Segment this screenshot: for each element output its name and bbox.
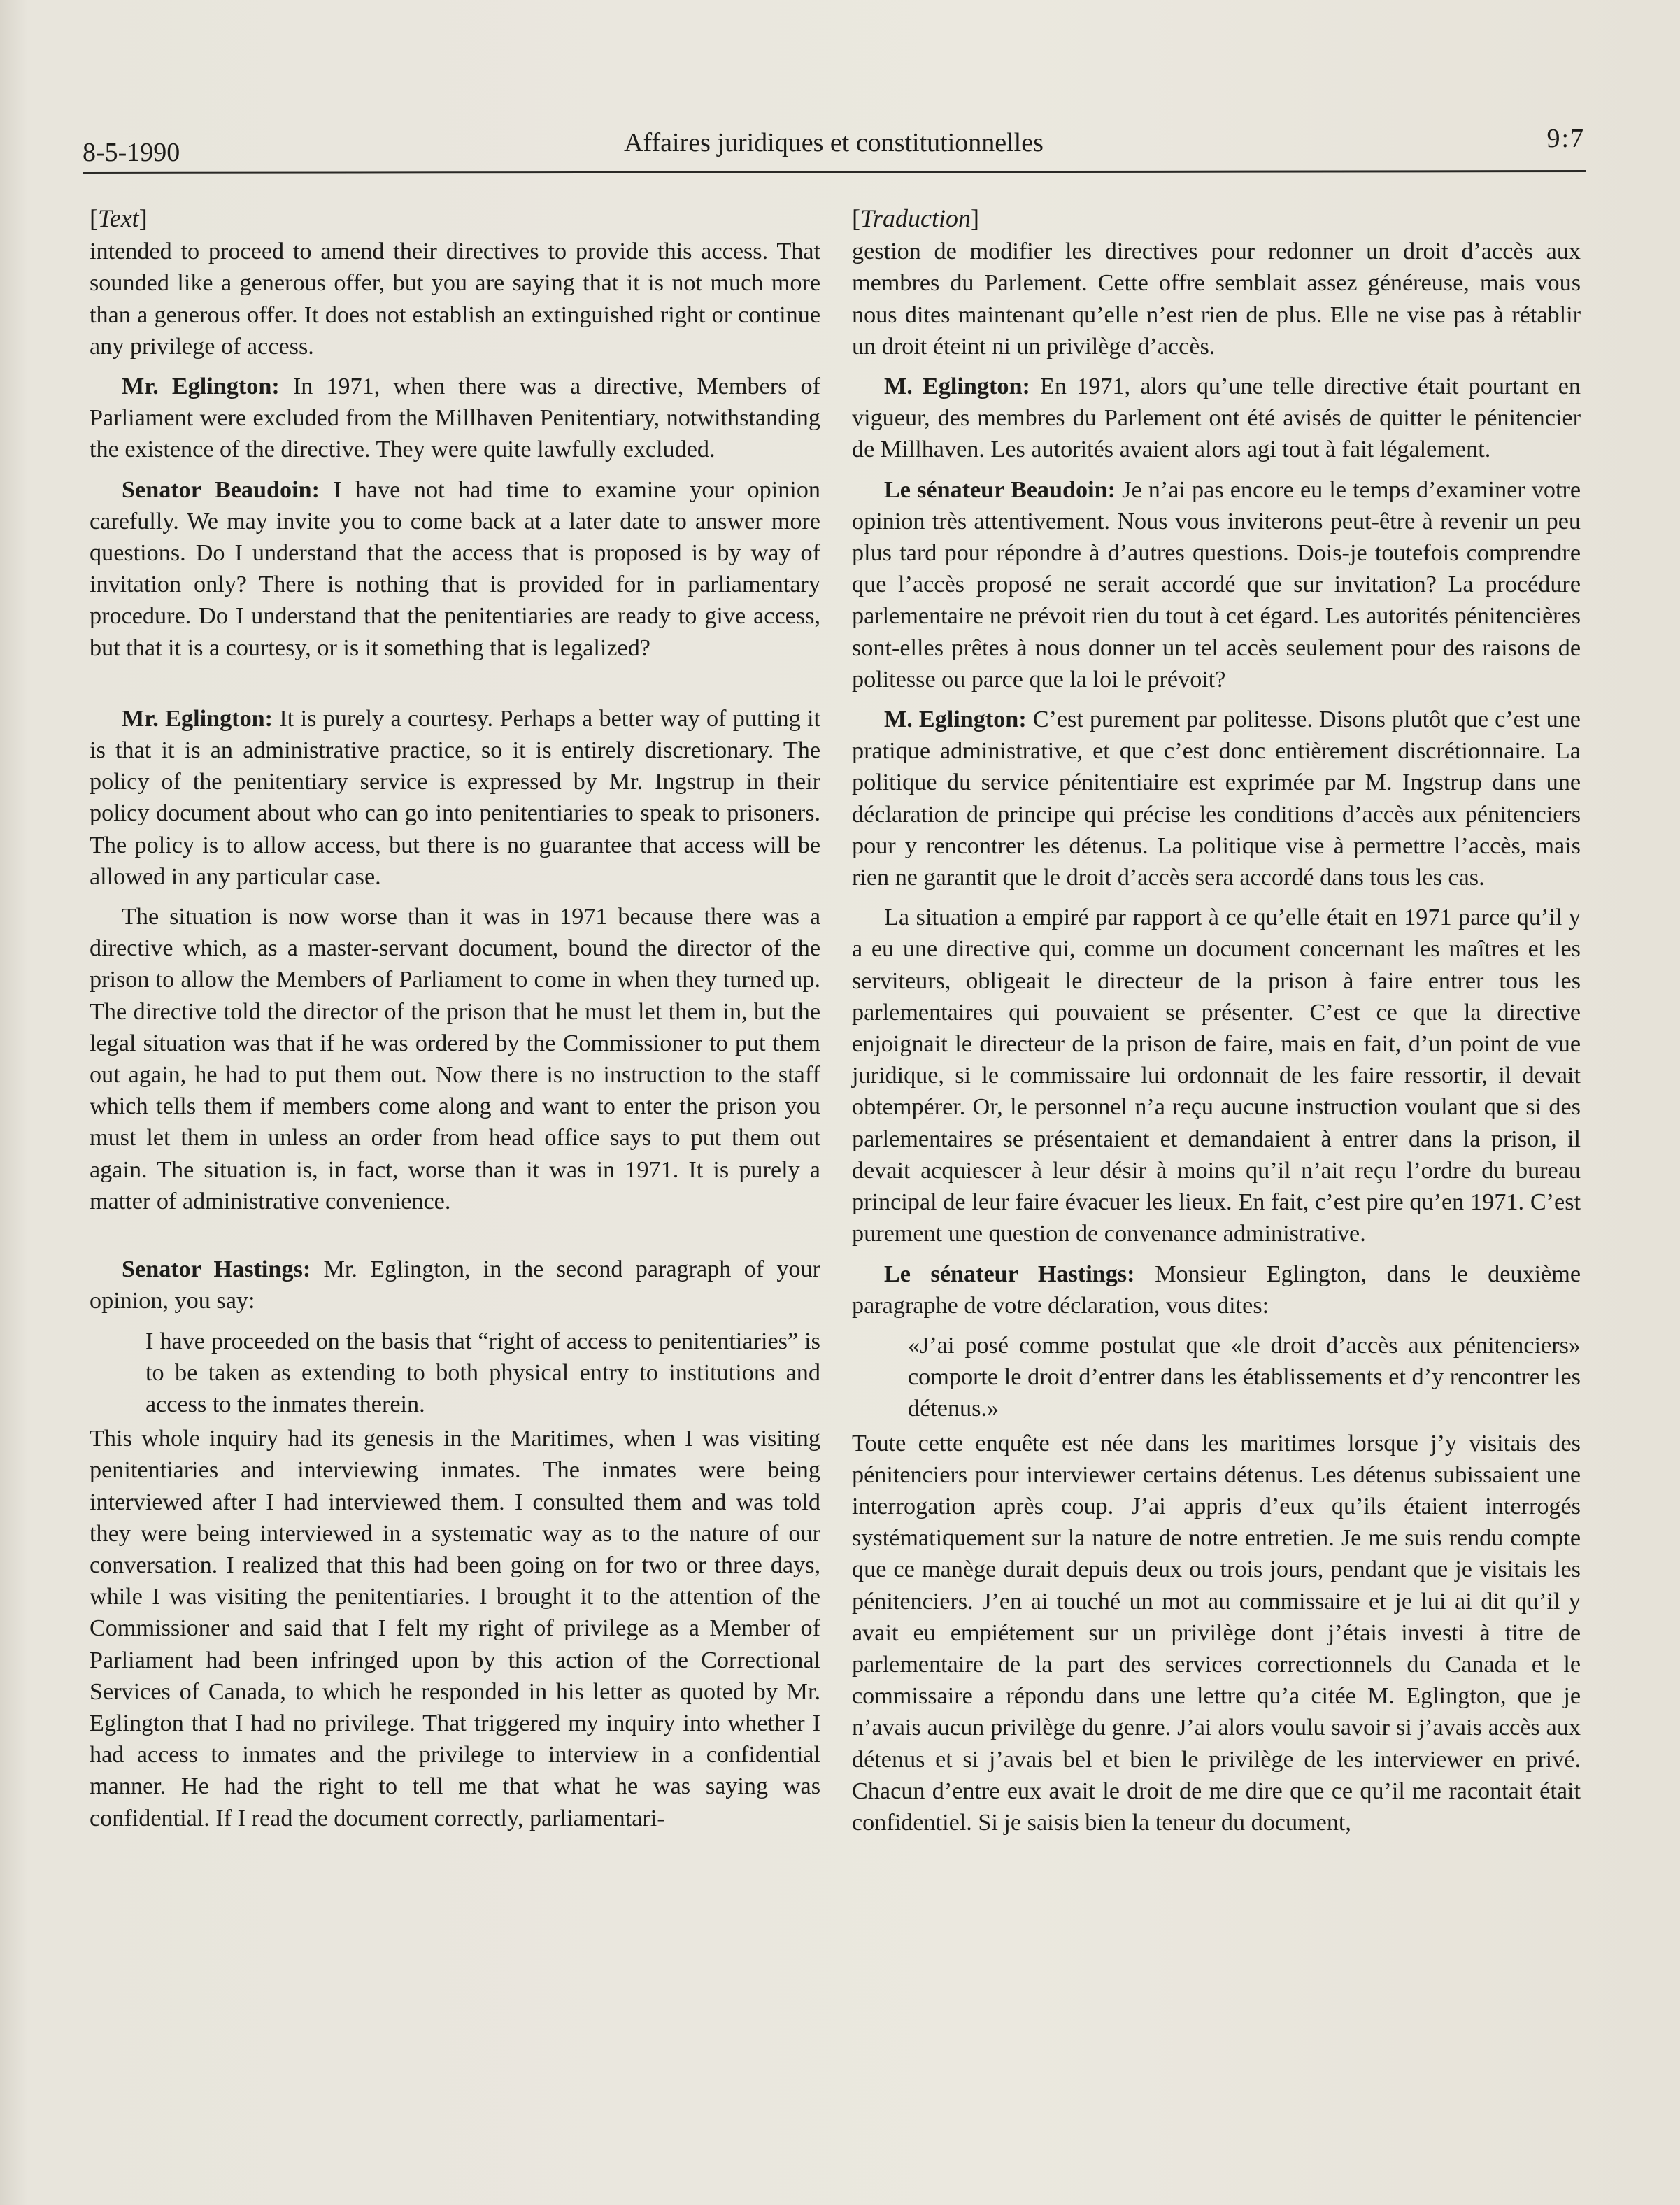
paragraph: This whole inquiry had its genesis in the Maritimes, when I was visiting penitentiaries and interviewing inmates. The inmates were being interviewed after I had interviewed them. I consulted them and was told they were being interviewed in a systematic way as to the nature of our conversation. I realized that this had been going on for two or three days, while I was visiting the penitentiaries. I brought it to the attention of the Commissioner and said that I felt my right of privilege as a Member of Parliament had been infringed upon by this action of the Correctional Services of Canada, to which he responded in his letter as quoted by Mr. Eglington that I had no privilege. That triggered my inquiry into whether I had access to inmates and the privilege to interview in a confidential manner. He had the right to tell me that what he was saying was confidential. If I read the document correctly, parliamentari-	[90, 1426, 820, 1831]
speech-text: Mr. Eglington, in the second paragraph of your opinion, you say:	[90, 1256, 820, 1314]
speaker-name: M. Eglington:	[884, 707, 1027, 733]
speech-paragraph	[852, 704, 1581, 893]
speech-text: In 1971, when there was a directive, Members of Parliament were excluded from the Millhaven Penitentiary, notwithstanding the existence of the directive. They were quite lawfully excluded.	[90, 374, 821, 463]
tag-bracket-close: ]	[971, 204, 980, 232]
column-english	[90, 203, 820, 1843]
speech-paragraph	[90, 474, 820, 664]
section-tag-traduction	[852, 203, 1581, 234]
speech-text: I have not had time to examine your opinion carefully. We may invite you to come back at a later date to answer more questions. Do I understand that the access that is proposed is by way of invitation only? There is nothing that is provided for in parliamentary procedure. Do I understand that the penitentiaries are ready to give access, but that it is a courtesy, or is it something that is legalized?	[90, 476, 820, 661]
speech-text: En 1971, alors qu’une telle directive était pourtant en vigueur, des membres du Parlement ont été avisés de quitter le pénitencier de Millhaven. Les autorités avaient alors agi tout à fait légalement.	[852, 374, 1581, 463]
page-header	[83, 119, 1585, 175]
speech-text: Monsieur Eglington, dans le deuxième paragraphe de votre déclaration, vous dites:	[852, 1261, 1581, 1319]
speech-paragraph	[852, 1259, 1581, 1321]
speaker-name: Senator Hastings:	[122, 1256, 311, 1283]
paragraph: gestion de modifier les directives pour redonner un droit d’accès aux membres du Parlement. Cette offre semblait assez généreuse, mais vous nous dites maintenant qu’elle n’est rien de plus. Elle ne vise pas à rétablir un droit éteint ni un privilège d’accès.	[852, 239, 1581, 360]
speaker-name: Le sénateur Beaudoin:	[884, 476, 1116, 503]
column-french	[852, 203, 1581, 1847]
speaker-name: M. Eglington:	[884, 374, 1030, 400]
header-page-number: 9:7	[1546, 124, 1585, 153]
header-title: Affaires juridiques et constitutionnelles	[624, 128, 1044, 157]
speech-paragraph	[90, 1254, 820, 1317]
paragraph: The situation is now worse than it was in 1971 because there was a directive which, as a master-servant document, bound the director of the prison to allow the Members of Parliament to come in when they turned up. The directive told the director of the prison that he must let them in, but the legal situation was that if he was ordered by the Commissioner to put them out again, he had to put them out. Now there is no instruction to the staff which tells them if members come along and want to enter the prison you must let them in unless an order from head office says to put them out again. The situation is, in fact, worse than it was in 1971. It is purely a matter of administrative convenience.	[90, 904, 820, 1214]
speech-text: C’est purement par politesse. Disons plutôt que c’est une pratique administrative, et que c’est donc entièrement discrétionnaire. La politique du service pénitentiaire est exprimée par M. Ingstrup dans une déclaration de principe qui précise les conditions d’accès aux pénitenciers pour y rencontrer les détenus. La politique vise à permettre l’accès, mais rien ne garantit que le droit d’accès sera accordé dans tous les cas.	[852, 707, 1581, 891]
speaker-name: Le sénateur Hastings:	[884, 1261, 1135, 1287]
tag-bracket-open: [	[852, 204, 860, 232]
block-quote: I have proceeded on the basis that “right of access to penitentiaries” is to be taken as extending to both physical entry to institutions and access to the inmates therein.	[145, 1328, 820, 1417]
speech-paragraph	[852, 371, 1581, 466]
tag-word: Traduction	[860, 204, 971, 232]
paragraph: Toute cette enquête est née dans les maritimes lorsque j’y visitais des pénitenciers pour interviewer certains détenus. Les détenus subissaient une interrogation après coup. J’ai appris d’eux qu’ils étaient interrogés systématiquement sur la nature de notre entretien. Je me suis rendu compte que ce manège durait depuis deux ou trois jours, pendant que je visitais les pénitenciers. J’en ai touché un mot au commissaire et je lui ai dit qu’il y avait eu empiétement sur un privilège dont j’étais investi à titre de parlementaire de la part des services correctionnels du Canada et le commissaire a répondu dans une lettre qu’a citée M. Eglington, que je n’avais aucun privilège du genre. J’ai alors voulu savoir si j’avais accès aux détenus et si j’avais bel et bien le privilège de les interviewer en privé. Chacun d’entre eux avait le droit de me dire que ce qu’il me racontait était confidentiel. Si je saisis bien la teneur du document,	[852, 1430, 1581, 1836]
speech-paragraph	[90, 371, 820, 466]
section-tag-text	[90, 203, 820, 234]
speech-text: It is purely a courtesy. Perhaps a better way of putting it is that it is an administrative practice, so it is entirely discretionary. The policy of the penitentiary service is expressed by Mr. Ingstrup in their policy document about who can go into penitentiaries to speak to prisoners. The policy is to allow access, but there is no guarantee that access will be allowed in any particular case.	[90, 705, 820, 890]
tag-bracket-close: ]	[138, 204, 148, 232]
tag-bracket-open: [	[90, 204, 98, 232]
speech-paragraph	[90, 703, 820, 893]
spacer	[90, 672, 820, 703]
paragraph: La situation a empiré par rapport à ce qu’elle était en 1971 parce qu’il y a eu une directive qui, comme un document concernant les maîtres et les serviteurs, obligeait le directeur de la prison à faire entrer tous les parlementaires qui pouvaient se présenter. C’est ce que la directive enjoignait le directeur de la prison de faire, mais en fait, d’un point de vue juridique, si le commissaire lui ordonnait de les faire ressortir, il devait obtempérer. Or, le personnel n’a reçu aucune instruction voulant que si des parlementaires se présentaient et demandaient à entrer dans la prison, il devait acquiescer à leur désir à moins qu’il n’ait reçu l’ordre du bureau principal de leur faire évacuer les lieux. En fait, c’est pire qu’en 1971. C’est purement une question de convenance administrative.	[852, 905, 1581, 1247]
spacer	[90, 1226, 820, 1254]
speaker-name: Mr. Eglington:	[122, 374, 280, 400]
speaker-name: Mr. Eglington:	[122, 705, 273, 732]
speech-paragraph	[852, 474, 1581, 695]
block-quote: «J’ai posé comme postulat que «le droit d’accès aux pénitenciers» comporte le droit d’entrer dans les établissements et d’y rencontrer les détenus.»	[908, 1332, 1581, 1422]
speech-text: Je n’ai pas encore eu le temps d’examiner votre opinion très attentivement. Nous vous inviterons peut-être à revenir un peu plus tard pour répondre à d’autres questions. Dois-je toutefois comprendre que l’accès proposé ne serait accordé que sur invitation? La procédure parlementaire ne prévoit rien du tout à cet égard. Les autorités pénitencières sont-elles prêtes à nous donner un tel accès seulement pour des raisons de politesse ou parce que la loi le prévoit?	[852, 476, 1581, 693]
tag-word: Text	[98, 204, 139, 232]
speaker-name: Senator Beaudoin:	[122, 476, 320, 503]
paragraph: intended to proceed to amend their directives to provide this access. That sounded like a generous offer, but you are saying that it is not much more than a generous offer. It does not establish an extinguished right or continue any privilege of access.	[90, 239, 820, 360]
header-date: 8-5-1990	[83, 138, 180, 167]
